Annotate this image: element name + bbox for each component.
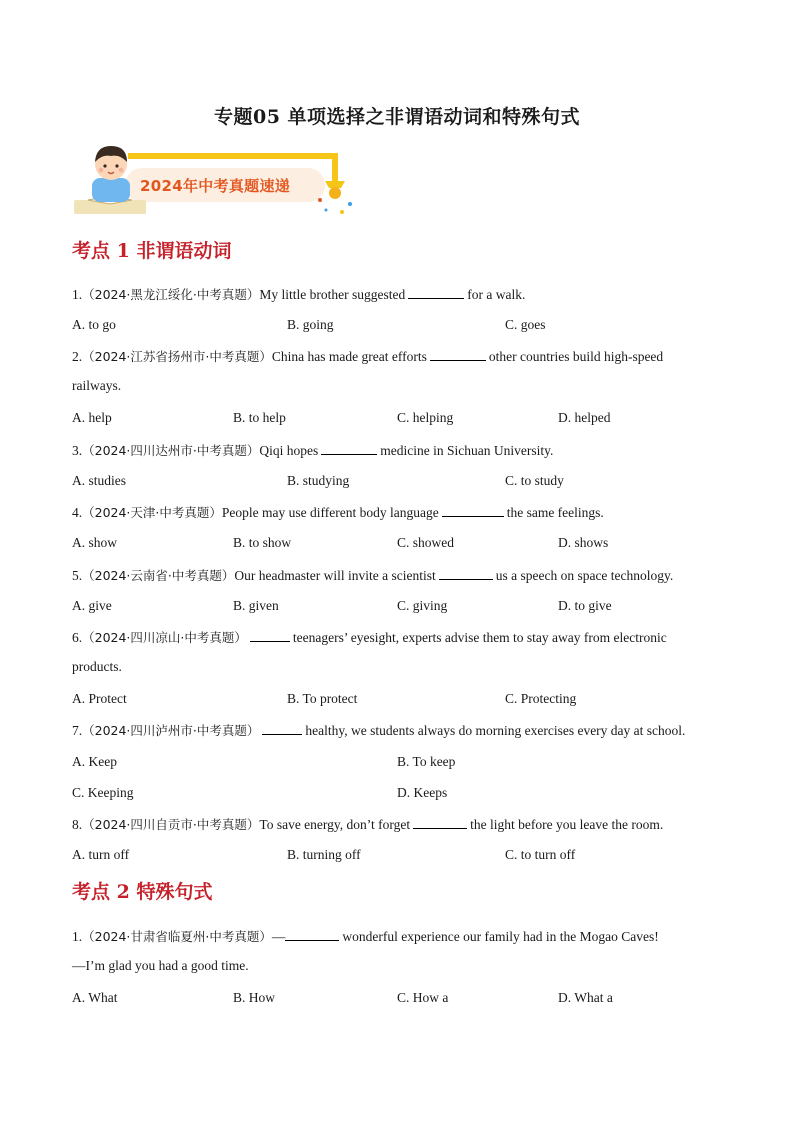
option-c[interactable]: C. to study	[505, 473, 564, 488]
option-b[interactable]: B. turning off	[287, 847, 361, 862]
answer-blank[interactable]	[321, 442, 377, 455]
option-a[interactable]: A. help	[72, 410, 112, 425]
option-b[interactable]: B. to help	[233, 410, 286, 425]
answer-blank[interactable]	[262, 722, 302, 735]
page-title: 专题05 单项选择之非谓语动词和特殊句式	[213, 106, 581, 128]
option-d[interactable]: D. to give	[558, 598, 612, 613]
option-c[interactable]: C. helping	[397, 410, 454, 425]
answer-blank[interactable]	[285, 928, 339, 941]
option-a[interactable]: A. turn off	[72, 847, 130, 862]
option-b[interactable]: B. How	[233, 990, 276, 1005]
option-c[interactable]: C. Protecting	[505, 691, 577, 706]
question-item: 2.（2024·江苏省扬州市·中考真题）China has made great efforts other countries build high-speed	[72, 349, 664, 364]
option-c[interactable]: C. goes	[505, 317, 546, 332]
question-item: 3.（2024·四川达州市·中考真题）Qiqi hopes medicine in Sichuan University.	[72, 443, 554, 458]
option-b[interactable]: B. going	[287, 317, 334, 332]
question-item: 5.（2024·云南省·中考真题）Our headmaster will invite a scientist us a speech on space technology.	[72, 568, 674, 583]
option-c[interactable]: C. to turn off	[505, 847, 576, 862]
option-a[interactable]: A. give	[72, 598, 112, 613]
option-c[interactable]: C. showed	[397, 535, 454, 550]
answer-blank[interactable]	[442, 504, 504, 517]
question-item: 6.（2024·四川凉山·中考真题） teenagers’ eyesight, experts advise them to stay away from electronic	[72, 630, 667, 645]
option-d[interactable]: D. What a	[558, 990, 613, 1005]
option-a[interactable]: A. studies	[72, 473, 126, 488]
option-b[interactable]: B. To protect	[287, 691, 358, 706]
option-b[interactable]: B. To keep	[397, 754, 456, 769]
option-b[interactable]: B. studying	[287, 473, 350, 488]
question-continuation: products.	[72, 659, 122, 674]
question-item: 1.（2024·甘肃省临夏州·中考真题）— wonderful experience our family had in the Mogao Caves!	[72, 929, 659, 944]
question-item: 4.（2024·天津·中考真题）People may use different body language the same feelings.	[72, 505, 604, 520]
question-item: 8.（2024·四川自贡市·中考真题）To save energy, don’t forget the light before you leave the room.	[72, 817, 664, 832]
option-a[interactable]: A. show	[72, 535, 118, 550]
section-heading: 考点 1 非谓语动词	[72, 240, 232, 262]
question-continuation: railways.	[72, 378, 122, 393]
banner-label: 2024年中考真题速递	[140, 177, 291, 195]
option-d[interactable]: D. Keeps	[397, 785, 448, 800]
option-a[interactable]: A. Protect	[72, 691, 127, 706]
option-d[interactable]: D. shows	[558, 535, 609, 550]
option-c[interactable]: C. giving	[397, 598, 448, 613]
option-d[interactable]: D. helped	[558, 410, 611, 425]
option-b[interactable]: B. given	[233, 598, 279, 613]
option-c[interactable]: C. Keeping	[72, 785, 134, 800]
answer-blank[interactable]	[250, 629, 290, 642]
answer-blank[interactable]	[408, 286, 464, 299]
option-a[interactable]: A. Keep	[72, 754, 117, 769]
answer-blank[interactable]	[439, 567, 493, 580]
option-a[interactable]: A. What	[72, 990, 118, 1005]
question-item: 1.（2024·黑龙江绥化·中考真题）My little brother suggested for a walk.	[72, 287, 526, 302]
option-a[interactable]: A. to go	[72, 317, 116, 332]
option-b[interactable]: B. to show	[233, 535, 292, 550]
section-heading: 考点 2 特殊句式	[72, 881, 213, 903]
answer-blank[interactable]	[413, 816, 467, 829]
answer-blank[interactable]	[430, 348, 486, 361]
question-continuation: —I’m glad you had a good time.	[72, 958, 249, 973]
option-c[interactable]: C. How a	[397, 990, 449, 1005]
question-item: 7.（2024·四川泸州市·中考真题） healthy, we students always do morning exercises every day at school.	[72, 723, 686, 738]
